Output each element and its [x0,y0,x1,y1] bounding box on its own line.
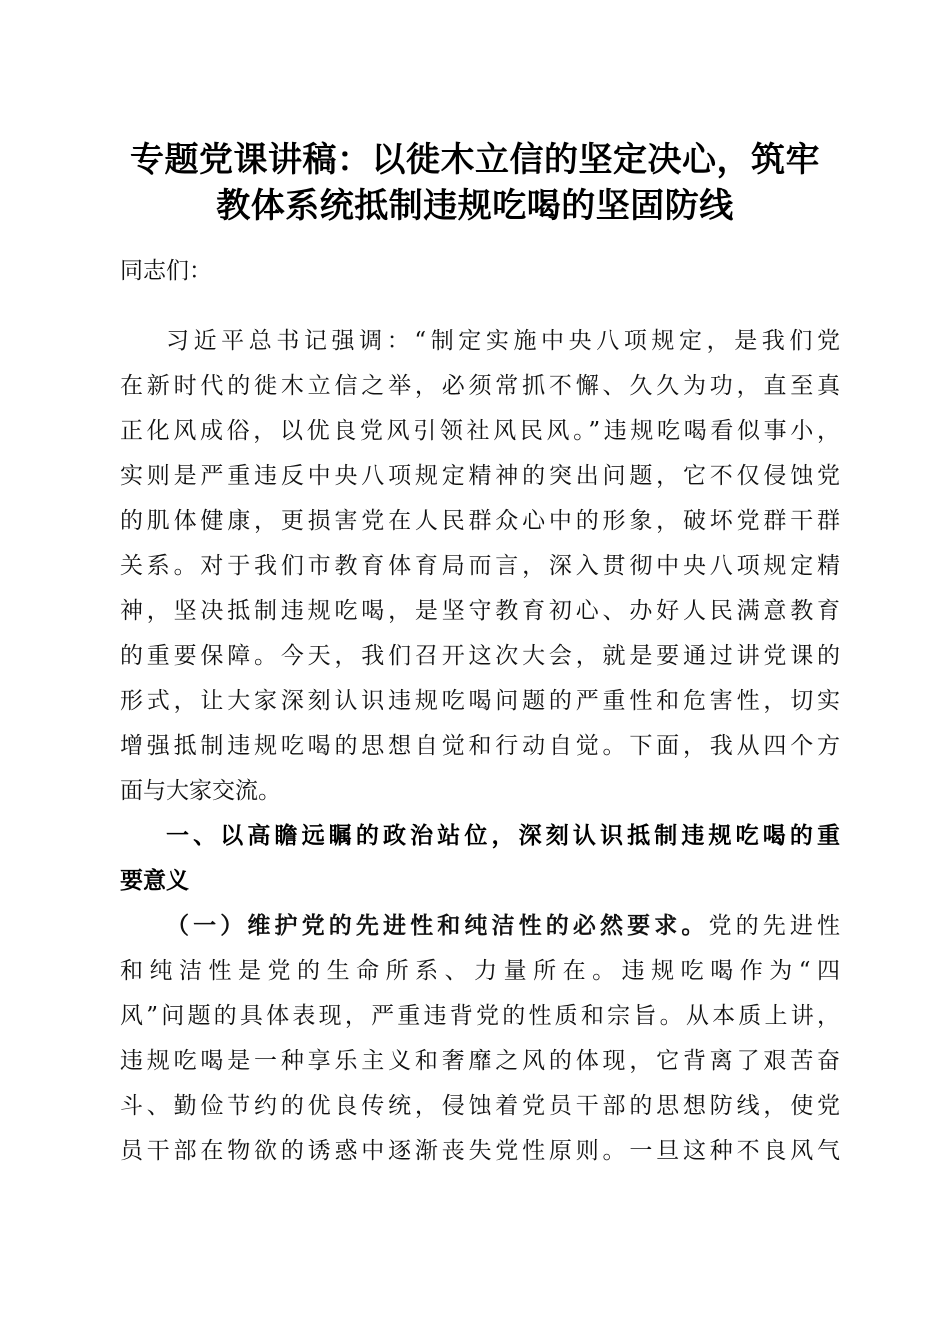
subsection-line: 员干部在物欲的诱惑中逐渐丧失党性原则。一旦这种不良风气 [120,1138,840,1164]
intro-line: 正化风成俗，以优良党风引领社风民风。”违规吃喝看似事小， [120,418,840,444]
subsection-line: 和纯洁性是党的生命所系、力量所在。违规吃喝作为“四 [120,958,840,984]
subsection-title: （一）维护党的先进性和纯洁性的必然要求。 [166,912,709,939]
subsection-first-line-rest: 党的先进性 [708,913,840,939]
subsection-line: 风”问题的具体表现，严重违背党的性质和宗旨。从本质上讲， [120,1003,840,1029]
intro-line: 习近平总书记强调：“制定实施中央八项规定，是我们党 [166,328,840,354]
intro-line: 在新时代的徙木立信之举，必须常抓不懈、久久为功，直至真 [120,373,840,399]
document-title-line-2: 教体系统抵制违规吃喝的坚固防线 [216,186,734,226]
intro-line: 实则是严重违反中央八项规定精神的突出问题，它不仅侵蚀党 [120,463,840,489]
intro-line: 神，坚决抵制违规吃喝，是坚守教育初心、办好人民满意教育 [120,598,840,624]
document-title-line-1: 专题党课讲稿：以徙木立信的坚定决心，筑牢 [130,140,820,180]
intro-line: 的肌体健康，更损害党在人民群众心中的形象，破坏党群干群 [120,508,840,534]
subsection-line: 斗、勤俭节约的优良传统，侵蚀着党员干部的思想防线，使党 [120,1093,840,1119]
intro-line: 增强抵制违规吃喝的思想自觉和行动自觉。下面，我从四个方 [120,733,840,759]
salutation: 同志们： [120,258,212,284]
intro-line: 形式，让大家深刻认识违规吃喝问题的严重性和危害性，切实 [120,688,840,714]
intro-line: 的重要保障。今天，我们召开这次大会，就是要通过讲党课的 [120,643,840,669]
intro-line: 关系。对于我们市教育体育局而言，深入贯彻中央八项规定精 [120,553,840,579]
subsection-first-line [166,911,840,941]
intro-line: 面与大家交流。 [120,778,281,804]
section-heading-line: 要意义 [120,868,189,894]
section-heading-line: 一、以高瞻远瞩的政治站位，深刻认识抵制违规吃喝的重 [166,823,840,849]
subsection-line: 违规吃喝是一种享乐主义和奢靡之风的体现，它背离了艰苦奋 [120,1048,840,1074]
